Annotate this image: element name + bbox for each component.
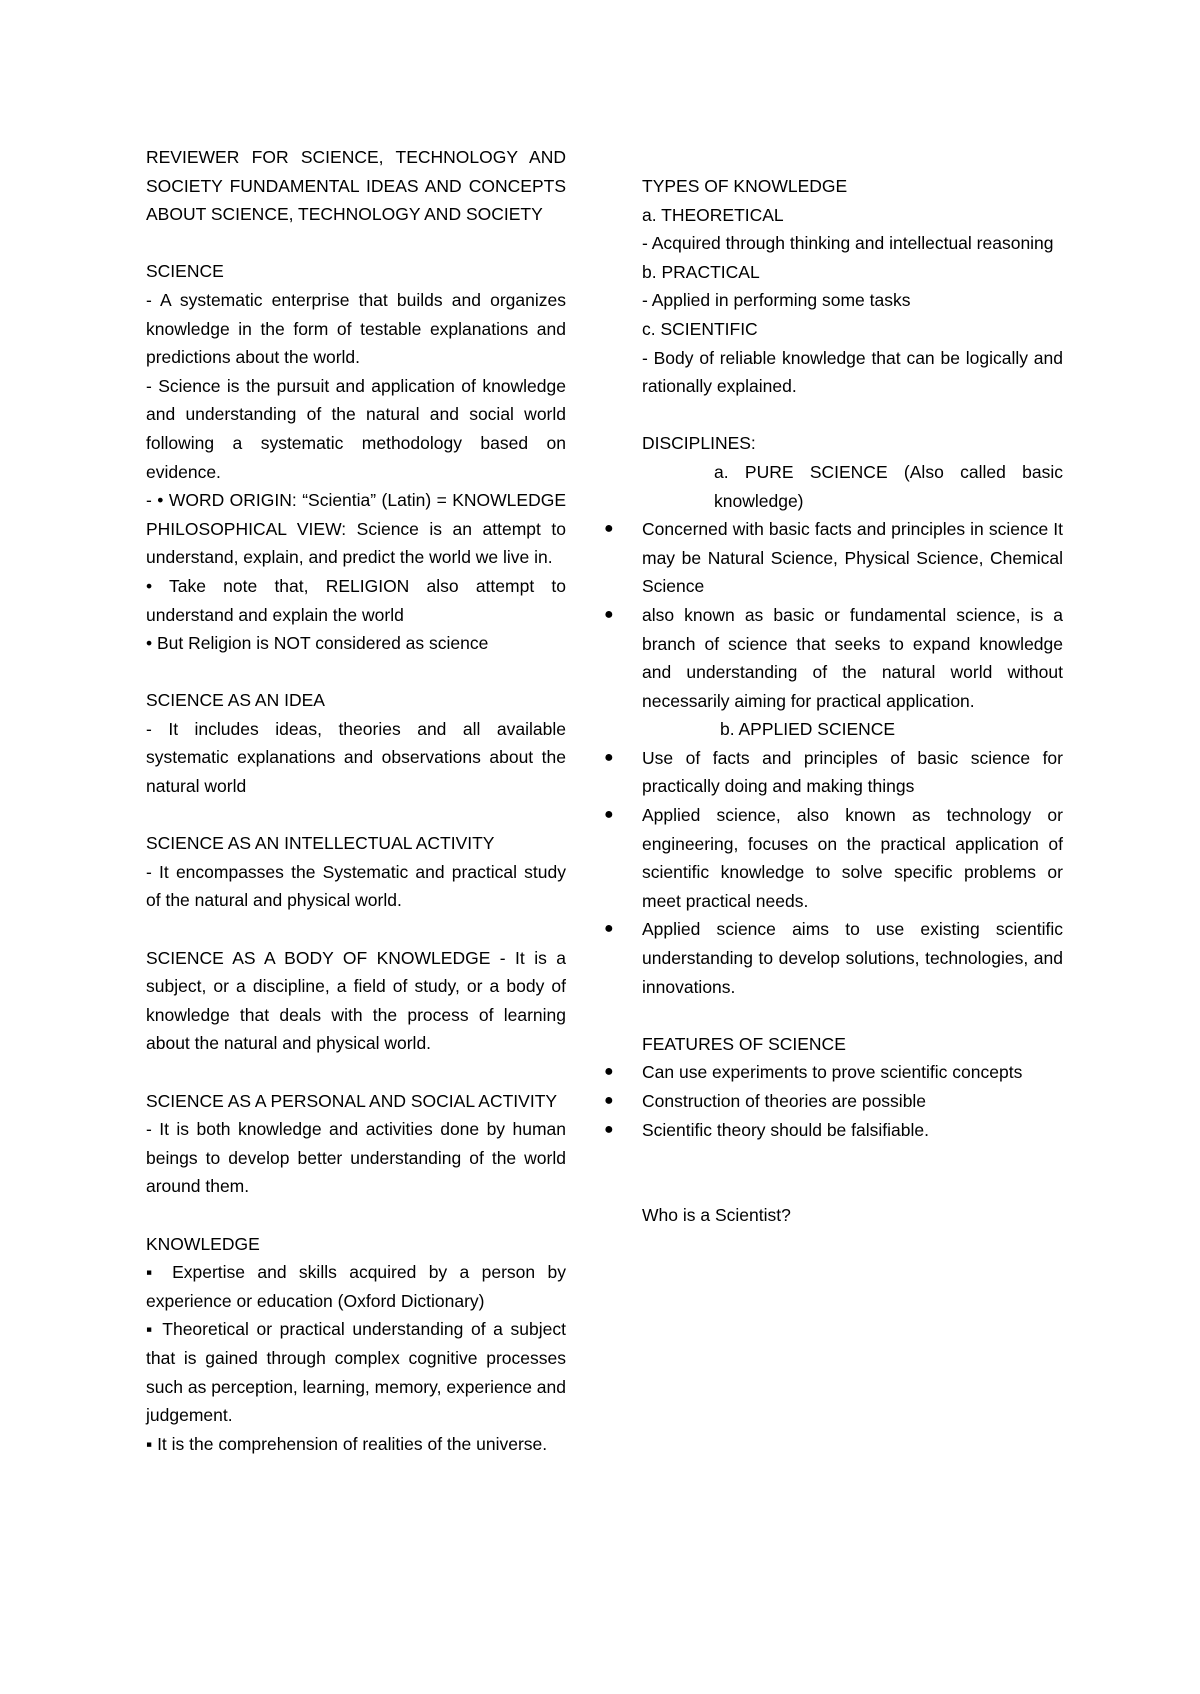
list-item (604, 1116, 1063, 1145)
applied-science-list (604, 744, 1063, 1001)
list-item (604, 801, 1063, 915)
list-item-text: also known as basic or fundamental science, is a branch of science that seeks to expand knowledge and understanding of the natural world without necessarily aiming for practical application. (642, 604, 1063, 711)
bullet-icon: ● (604, 1063, 614, 1081)
document-title: REVIEWER FOR SCIENCE, TECHNOLOGY AND SOCIETY FUNDAMENTAL IDEAS AND CONCEPTS ABOUT SCIENCE, TECHNOLOGY AND SOCIETY (146, 147, 566, 225)
type-a-label: a. THEORETICAL (642, 204, 784, 225)
bullet-icon: ● (604, 1120, 614, 1138)
science-line: - Science is the pursuit and application of knowledge and understanding of the natural and social world following a systematic methodology based on evidence. (146, 375, 566, 482)
science-line: • But Religion is NOT considered as science (146, 633, 489, 654)
knowledge-line: ▪ Theoretical or practical understanding of a subject that is gained through complex cognitive processes such as perception, learning, memory, experience and judgement. (146, 1319, 566, 1426)
science-heading: SCIENCE (146, 261, 224, 282)
list-item-text: Applied science, also known as technology or engineering, focuses on the practical application of scientific knowledge to solve specific problems or meet practical needs. (642, 805, 1063, 911)
right-column (604, 172, 1063, 1230)
science-idea-heading: SCIENCE AS AN IDEA (146, 690, 325, 711)
science-idea-text: - It includes ideas, theories and all available systematic explanations and observations about the natural world (146, 718, 566, 797)
list-item-text: Construction of theories are possible (642, 1091, 927, 1111)
science-body-text: SCIENCE AS A BODY OF KNOWLEDGE - It is a subject, or a discipline, a field of study, or a body of knowledge that deals with the process of learning about the natural and physical world. (146, 947, 566, 1054)
list-item-text: Concerned with basic facts and principles in science It may be Natural Science, Physical Science, Chemical Science (642, 519, 1063, 597)
list-item-text: Applied science aims to use existing scientific understanding to develop solutions, technologies, and innovations. (642, 919, 1063, 997)
list-item (604, 915, 1063, 1001)
list-item (604, 601, 1063, 715)
type-b-label: b. PRACTICAL (642, 261, 760, 282)
type-a-text: - Acquired through thinking and intellectual reasoning (642, 233, 1054, 254)
bullet-icon: ● (604, 806, 614, 824)
list-item (604, 1058, 1063, 1087)
science-intellectual-heading: SCIENCE AS AN INTELLECTUAL ACTIVITY (146, 833, 495, 854)
science-line: - A systematic enterprise that builds and organizes knowledge in the form of testable explanations and predictions about the world. (146, 289, 566, 368)
list-item (604, 515, 1063, 601)
pure-science-list (604, 515, 1063, 715)
features-list (604, 1058, 1063, 1144)
type-c-label: c. SCIENTIFIC (642, 318, 758, 339)
knowledge-line: ▪ Expertise and skills acquired by a person by experience or education (Oxford Dictionary) (146, 1262, 566, 1311)
bullet-icon: ● (604, 920, 614, 938)
features-heading: FEATURES OF SCIENCE (642, 1033, 846, 1054)
type-c-text: - Body of reliable knowledge that can be logically and rationally explained. (642, 347, 1063, 397)
applied-science-label: b. APPLIED SCIENCE (720, 719, 896, 740)
bullet-icon: ● (604, 520, 614, 538)
type-b-text: - Applied in performing some tasks (642, 290, 911, 311)
science-personal-text: - It is both knowledge and activities done by human beings to develop better understanding of the world around them. (146, 1119, 566, 1197)
list-item (604, 1087, 1063, 1116)
list-item-text: Use of facts and principles of basic science for practically doing and making things (642, 747, 1063, 797)
bullet-icon: ● (604, 605, 614, 623)
left-column (146, 143, 566, 1458)
list-item (604, 744, 1063, 801)
list-item-text: Scientific theory should be falsifiable. (642, 1119, 929, 1140)
knowledge-line: ▪ It is the comprehension of realities of the universe. (146, 1433, 548, 1454)
bullet-icon: ● (604, 748, 614, 766)
science-line: • Take note that, RELIGION also attempt to understand and explain the world (146, 575, 566, 625)
pure-science-label: a. PURE SCIENCE (Also called basic knowledge) (714, 461, 1063, 511)
science-line: - • WORD ORIGIN: “Scientia” (Latin) = KNOWLEDGE PHILOSOPHICAL VIEW: Science is an attempt to understand, explain, and predict the world we live in. (146, 490, 566, 568)
scientist-question: Who is a Scientist? (642, 1205, 791, 1226)
disciplines-heading: DISCIPLINES: (642, 433, 756, 454)
bullet-icon: ● (604, 1092, 614, 1109)
list-item-text: Can use experiments to prove scientific concepts (642, 1062, 1023, 1083)
science-intellectual-text: - It encompasses the Systematic and practical study of the natural and physical world. (146, 861, 566, 911)
knowledge-heading: KNOWLEDGE (146, 1233, 260, 1254)
types-heading: TYPES OF KNOWLEDGE (642, 176, 848, 196)
science-personal-heading: SCIENCE AS A PERSONAL AND SOCIAL ACTIVITY (146, 1090, 558, 1111)
